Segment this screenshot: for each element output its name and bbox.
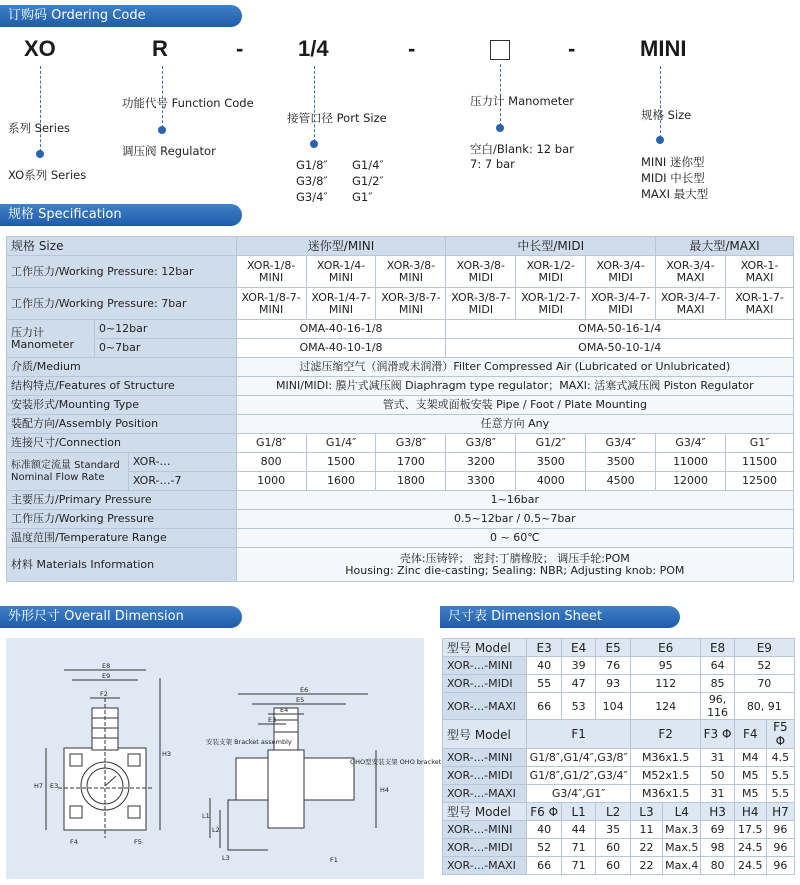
model-cell: XOR-3/8-7-MIDI: [446, 288, 516, 320]
dim-cell: Max.4: [663, 857, 701, 875]
manometer-dot: [496, 124, 504, 132]
mano-model-a: OMA-40-16-1/8: [236, 320, 446, 339]
port-dot: [310, 140, 318, 148]
conn-cell: G1/2″: [516, 434, 586, 453]
flow-model: XOR-…: [128, 453, 236, 472]
wp7-label: 工作压力/Working Pressure: 7bar: [7, 288, 237, 320]
flow-cell: 11000: [656, 453, 726, 472]
spec-header-row: [7, 237, 794, 256]
dim-head: 型号 Model: [443, 803, 527, 821]
dim-head: F2: [630, 720, 701, 749]
dim-row: [443, 675, 795, 693]
row-value: 0 ~ 60℃: [236, 529, 793, 548]
flow-row: [7, 453, 794, 472]
dim-head: F3 Φ: [701, 720, 734, 749]
dim-head: E9: [734, 639, 794, 657]
mano-range: 0~12bar: [94, 320, 236, 339]
conn-cell: G1″: [726, 434, 794, 453]
port-label: 接管口径 Port Size: [287, 111, 387, 125]
dim-label: F4: [70, 838, 78, 846]
group-maxi: 最大型/MAXI: [656, 237, 794, 256]
dim-head: 型号 Model: [443, 639, 527, 657]
conn-cell: G3/4″: [586, 434, 656, 453]
model-cell: XOR-3/8-7-MINI: [376, 288, 446, 320]
dim-cell: 11: [630, 821, 662, 839]
ordering-code-banner: 订购码 Ordering Code: [0, 5, 242, 27]
dim-label: E3: [50, 782, 59, 790]
flow-cell: 12000: [656, 472, 726, 491]
dim-label: E9: [102, 672, 111, 680]
dim-head: H7: [766, 803, 794, 821]
spec-row: [7, 396, 794, 415]
dim-cell: 71: [561, 839, 595, 857]
dim-row: [443, 657, 795, 675]
dim-head: L2: [596, 803, 631, 821]
model-cell: XOR-1/4-7-MINI: [306, 288, 376, 320]
code-port: 1/4: [298, 36, 329, 61]
dim-cell: 47: [561, 675, 595, 693]
dim-model: XOR-...-MIDI: [443, 767, 527, 785]
wp12-label: 工作压力/Working Pressure: 12bar: [7, 256, 237, 288]
manometer-row: [7, 320, 794, 339]
dim-cell: 17.5: [734, 821, 766, 839]
flow-cell: 4500: [586, 472, 656, 491]
bracket-label: 安装支架 Bracket assembly: [206, 738, 292, 746]
dim-cell: M5: [734, 767, 766, 785]
dim-cell: 52: [734, 657, 794, 675]
conn-cell: G1/4″: [306, 434, 376, 453]
code-dash-2: -: [408, 36, 416, 61]
specification-banner: 规格 Specification: [0, 204, 242, 226]
conn-cell: G3/4″: [656, 434, 726, 453]
dim-cell: 35: [596, 821, 631, 839]
manometer-row: [7, 339, 794, 358]
materials-en: Housing: Zinc die-casting; Sealing: NBR; Adjusting knob: POM: [345, 563, 685, 577]
model-cell: XOR-3/4-7-MAXI: [656, 288, 726, 320]
flow-cell: 11500: [726, 453, 794, 472]
flow-cell: 3300: [446, 472, 516, 491]
dim-label: F5: [134, 838, 142, 846]
size-value: MINI 迷你型: [641, 155, 705, 169]
series-label: 系列 Series: [8, 121, 71, 135]
dim-cell: 5.5: [766, 767, 794, 785]
port-value: G1/2″: [352, 174, 384, 188]
row-value: 0.5~12bar / 0.5~7bar: [236, 510, 793, 529]
connection-row: [7, 434, 794, 453]
port-value: G1/4″: [352, 158, 384, 172]
flow-cell: 1700: [376, 453, 446, 472]
flow-label: 标准额定流量 Standard Nominal Flow Rate: [7, 453, 129, 491]
dim-cell: 22: [630, 839, 662, 857]
dim-header-row: [443, 639, 795, 657]
materials-row: [7, 548, 794, 582]
dim-cell: 66: [527, 693, 561, 720]
model-cell: XOR-1/2-MIDI: [516, 256, 586, 288]
dim-head: L4: [663, 803, 701, 821]
conn-cell: G3/8″: [376, 434, 446, 453]
row-label: 安装形式/Mounting Type: [7, 396, 237, 415]
row-label: 装配方向/Assembly Position: [7, 415, 237, 434]
dim-model: XOR-...-MAXI: [443, 785, 527, 803]
dim-cell: 5.5: [766, 785, 794, 803]
dim-cell: M36x1.5: [630, 785, 701, 803]
dim-cell: M52x1.5: [630, 767, 701, 785]
series-value: XO系列 Series: [8, 168, 87, 182]
dim-cell: 93: [596, 675, 631, 693]
dim-cell: G3/4″,G1″: [527, 785, 630, 803]
dim-cell: 52: [527, 839, 561, 857]
dim-cell: 95: [630, 657, 701, 675]
manometer-value: 空白/Blank: 12 bar: [470, 142, 574, 156]
dim-model: XOR-...-MIDI: [443, 675, 527, 693]
dim-cell: 70: [734, 675, 794, 693]
dim-cell: 80, 91: [734, 693, 794, 720]
row-label: 主要压力/Primary Pressure: [7, 491, 237, 510]
spec-row: [7, 510, 794, 529]
dim-cell: 64: [701, 657, 734, 675]
model-cell: XOR-3/4-MIDI: [586, 256, 656, 288]
dim-head: E8: [701, 639, 734, 657]
dim-label: E3: [268, 716, 277, 724]
row-value: 管式、支架或面板安装 Pipe / Foot / Plate Mounting: [236, 396, 793, 415]
dim-head: H4: [734, 803, 766, 821]
spec-row: [7, 358, 794, 377]
dim-cell: 40: [527, 657, 561, 675]
group-midi: 中长型/MIDI: [446, 237, 656, 256]
dim-cell: G1/8″,G1/2″,G3/4″: [527, 767, 630, 785]
dim-label: H4: [380, 786, 390, 794]
dim-cell: 80: [701, 857, 734, 875]
dim-cell: Max.5: [663, 839, 701, 857]
connection-label: 连接尺寸/Connection: [7, 434, 237, 453]
dim-cell: 40: [527, 821, 561, 839]
dim-cell: 39: [561, 657, 595, 675]
model-cell: XOR-1/2-7-MIDI: [516, 288, 586, 320]
wp7-row: [7, 288, 794, 320]
dimension-sheet-table: [442, 638, 795, 875]
row-value: 任意方向 Any: [236, 415, 793, 434]
dim-cell: G1/8″,G1/4″,G3/8″: [527, 749, 630, 767]
flow-cell: 1500: [306, 453, 376, 472]
dim-head: F4: [734, 720, 766, 749]
code-manometer-box: [490, 40, 510, 60]
flow-cell: 3200: [446, 453, 516, 472]
code-size: MINI: [640, 36, 687, 61]
dimension-drawing-svg: [6, 638, 442, 879]
spec-row: [7, 377, 794, 396]
flow-cell: 3500: [516, 453, 586, 472]
model-cell: XOR-1/8-7-MINI: [236, 288, 306, 320]
dim-model: XOR-...-MINI: [443, 749, 527, 767]
dim-cell: 112: [630, 675, 701, 693]
manometer-value: 7: 7 bar: [470, 157, 515, 171]
dim-head: L3: [630, 803, 662, 821]
function-dot: [158, 126, 166, 134]
row-label: 介质/Medium: [7, 358, 237, 377]
dim-header-row: [443, 803, 795, 821]
flow-cell: 12500: [726, 472, 794, 491]
dim-head: E5: [596, 639, 631, 657]
group-mini: 迷你型/MINI: [236, 237, 446, 256]
mano-range: 0~7bar: [94, 339, 236, 358]
dim-cell: 22: [630, 857, 662, 875]
mano-model-a: OMA-40-10-1/8: [236, 339, 446, 358]
code-function: R: [152, 36, 168, 61]
code-dash-1: -: [236, 36, 244, 61]
code-dash-3: -: [568, 36, 576, 61]
dim-head: L1: [561, 803, 595, 821]
dim-cell: 96, 116: [701, 693, 734, 720]
dim-label: L2: [212, 826, 220, 834]
flow-cell: 1600: [306, 472, 376, 491]
spec-row: [7, 415, 794, 434]
dim-cell: 69: [701, 821, 734, 839]
flow-cell: 4000: [516, 472, 586, 491]
dim-label: L1: [202, 812, 210, 820]
spec-row: [7, 529, 794, 548]
dim-cell: 55: [527, 675, 561, 693]
dim-row: [443, 857, 795, 875]
function-label: 功能代号 Function Code: [122, 96, 254, 110]
dim-cell: 96: [766, 839, 794, 857]
dim-label: E6: [300, 686, 309, 694]
materials-value: [236, 548, 793, 582]
model-cell: XOR-1-MAXI: [726, 256, 794, 288]
dim-label: F1: [330, 856, 338, 864]
dim-cell: 76: [596, 657, 631, 675]
dim-row: [443, 693, 795, 720]
dim-model: XOR-...-MIDI: [443, 839, 527, 857]
port-value: G1/8″: [296, 158, 328, 172]
dim-model: XOR-...-MINI: [443, 821, 527, 839]
dim-head: F6 Φ: [527, 803, 561, 821]
flow-cell: 3500: [586, 453, 656, 472]
model-cell: XOR-1-7-MAXI: [726, 288, 794, 320]
dim-cell: 44: [561, 821, 595, 839]
dim-cell: Max.3: [663, 821, 701, 839]
overall-dimension-drawing: [6, 638, 442, 879]
dim-cell: 104: [596, 693, 631, 720]
dim-label: L3: [222, 854, 230, 862]
dim-cell: 124: [630, 693, 701, 720]
dim-cell: 71: [561, 857, 595, 875]
dim-cell: 66: [527, 857, 561, 875]
row-value: 1~16bar: [236, 491, 793, 510]
materials-label: 材料 Materials Information: [7, 548, 237, 582]
dim-label: E4: [280, 706, 289, 714]
conn-cell: G1/8″: [236, 434, 306, 453]
function-value: 调压阀 Regulator: [122, 144, 216, 158]
dim-cell: 60: [596, 857, 631, 875]
model-cell: XOR-1/4-MINI: [306, 256, 376, 288]
port-value: G3/4″: [296, 190, 328, 204]
dim-head: E6: [630, 639, 701, 657]
series-dot: [36, 150, 44, 158]
model-cell: XOR-3/4-7-MIDI: [586, 288, 656, 320]
model-cell: XOR-3/8-MINI: [376, 256, 446, 288]
dim-cell: 53: [561, 693, 595, 720]
dim-label: H7: [34, 782, 44, 790]
dim-row: [443, 767, 795, 785]
dim-label: F2: [100, 690, 108, 698]
dim-cell: M5: [734, 785, 766, 803]
dim-cell: 60: [596, 839, 631, 857]
manometer-label: 压力计 Manometer: [7, 320, 95, 358]
specification-table: [6, 236, 794, 582]
dim-row: [443, 785, 795, 803]
port-value: G1″: [352, 190, 373, 204]
dim-head: F1: [527, 720, 630, 749]
dim-cell: 31: [701, 749, 734, 767]
flow-cell: 1000: [236, 472, 306, 491]
size-label: 规格 Size: [641, 108, 692, 122]
dim-cell: 4.5: [766, 749, 794, 767]
dim-row: [443, 839, 795, 857]
dim-head: E4: [561, 639, 595, 657]
row-value: MINI/MIDI: 膜片式减压阀 Diaphragm type regulator；MAXI: 活塞式减压阀 Piston Regulator: [236, 377, 793, 396]
dim-cell: 31: [701, 785, 734, 803]
overall-dimension-banner: 外形尺寸 Overall Dimension: [0, 606, 242, 628]
model-cell: XOR-1/8-MINI: [236, 256, 306, 288]
model-cell: XOR-3/4-MAXI: [656, 256, 726, 288]
dim-head: F5 Φ: [766, 720, 794, 749]
spec-size-label: 规格 Size: [7, 237, 237, 256]
dim-model: XOR-...-MAXI: [443, 857, 527, 875]
dimension-sheet-banner: 尺寸表 Dimension Sheet: [440, 606, 680, 628]
dim-head: E3: [527, 639, 561, 657]
flow-cell: 800: [236, 453, 306, 472]
dim-cell: 98: [701, 839, 734, 857]
row-label: 工作压力/Working Pressure: [7, 510, 237, 529]
spec-row: [7, 491, 794, 510]
port-value: G3/8″: [296, 174, 328, 188]
dim-cell: 24.5: [734, 857, 766, 875]
dim-cell: M4: [734, 749, 766, 767]
dim-cell: 24.5: [734, 839, 766, 857]
size-dot: [656, 136, 664, 144]
flow-cell: 1800: [376, 472, 446, 491]
dim-cell: M36x1.5: [630, 749, 701, 767]
dim-row: [443, 749, 795, 767]
dim-header-row: [443, 720, 795, 749]
wp12-row: [7, 256, 794, 288]
dim-head: H3: [701, 803, 734, 821]
manometer-label: 压力计 Manometer: [470, 94, 575, 108]
mano-model-b: OMA-50-16-1/4: [446, 320, 794, 339]
dim-cell: 85: [701, 675, 734, 693]
model-cell: XOR-3/8-MIDI: [446, 256, 516, 288]
size-value: MAXI 最大型: [641, 187, 709, 201]
row-label: 温度范围/Temperature Range: [7, 529, 237, 548]
flow-model: XOR-…-7: [128, 472, 236, 491]
code-series: XO: [24, 36, 56, 61]
size-value: MIDI 中长型: [641, 171, 705, 185]
dim-label: E5: [296, 696, 305, 704]
dim-row: [443, 821, 795, 839]
conn-cell: G3/8″: [446, 434, 516, 453]
dim-model: XOR-...-MAXI: [443, 693, 527, 720]
dim-cell: 96: [766, 821, 794, 839]
oho-bracket-label: OHO型安装支架 OHO bracket: [350, 758, 442, 766]
row-label: 结构特点/Features of Structure: [7, 377, 237, 396]
dim-label: E8: [102, 662, 111, 670]
row-value: 过滤压缩空气（润滑或未润滑）Filter Compressed Air (Lubricated or Unlubricated): [236, 358, 793, 377]
dim-head: 型号 Model: [443, 720, 527, 749]
dim-label: H3: [162, 750, 172, 758]
dim-cell: 96: [766, 857, 794, 875]
dim-model: XOR-...-MINI: [443, 657, 527, 675]
mano-model-b: OMA-50-10-1/4: [446, 339, 794, 358]
materials-cn: 壳体:压铸锌； 密封:丁腈橡胶； 调压手轮:POM: [399, 551, 630, 565]
dim-cell: 50: [701, 767, 734, 785]
